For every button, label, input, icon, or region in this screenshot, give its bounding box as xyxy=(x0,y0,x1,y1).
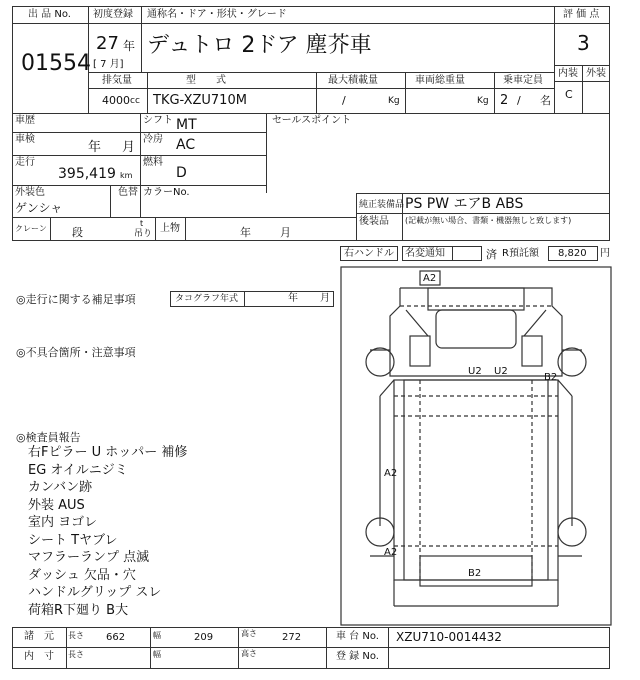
type-label: 型 式 xyxy=(186,75,226,86)
mark-b2-bottom: B2 xyxy=(468,568,482,579)
registration-year: 27 xyxy=(96,33,119,54)
inspection-label: 車検 xyxy=(15,134,35,145)
inspector-report-line: 室内 ヨゴレ xyxy=(28,515,98,530)
inspector-report-line: 外装 AUS xyxy=(28,497,85,513)
height-label: 高さ xyxy=(241,629,257,638)
capacity-label: 乗車定員 xyxy=(503,75,543,86)
loading-label: 上物 xyxy=(160,223,180,234)
lot-label: 出 品 No. xyxy=(28,9,71,20)
type-value: TKG-XZU710M xyxy=(153,93,247,108)
year-unit: 年 xyxy=(123,39,136,53)
color-change-label: 色替 xyxy=(118,187,138,198)
loading-year-unit: 年 xyxy=(240,226,251,239)
shift-value: MT xyxy=(176,117,197,133)
mark-b2-right: B2 xyxy=(544,372,558,383)
inspector-report-line: カンバン跡 xyxy=(28,480,93,495)
fuel-value: D xyxy=(176,165,187,181)
steering-value: 右ハンドル xyxy=(344,248,394,259)
tacho-year-unit: 年 xyxy=(288,293,298,304)
score-label: 評 価 点 xyxy=(563,9,600,20)
inspection-year-unit: 年 xyxy=(88,140,102,155)
inspector-report-line: 荷箱R下廻り B大 xyxy=(28,602,129,618)
mark-a2-bottom: A2 xyxy=(384,547,398,558)
exterior-color-value: ゲンシャ xyxy=(15,201,63,215)
model-name: デュトロ 2ドア 塵芥車 xyxy=(147,33,372,58)
recycle-amount: 8,820 xyxy=(558,248,587,259)
inspector-report-line: ダッシュ 欠品・穴 xyxy=(28,567,136,583)
tacho-month-unit: 月 xyxy=(320,293,330,304)
fuel-label: 燃料 xyxy=(143,157,163,168)
exterior-color-label: 外装色 xyxy=(15,187,45,198)
dims-label: 諸 元 xyxy=(24,631,54,642)
footer-frame xyxy=(12,627,610,669)
equipment-label: 純正装備品 xyxy=(359,200,405,210)
interior-label: 内装 xyxy=(558,68,578,79)
chassis-value: XZU710-0014432 xyxy=(396,630,502,644)
mark-a2-top: A2 xyxy=(423,273,437,284)
driving-notes-title: ◎走行に関する補足事項 xyxy=(16,293,136,306)
displacement-unit: cc xyxy=(130,96,140,106)
lot-number: 01554 xyxy=(21,51,91,76)
first-registration-label: 初度登録 xyxy=(93,9,133,20)
capacity-value: 2 xyxy=(500,93,509,108)
interior-score: C xyxy=(565,88,573,101)
crane-tonnage: t xyxy=(140,219,144,228)
capacity-sep: / xyxy=(517,94,521,107)
displacement-value: 4000 xyxy=(102,94,130,107)
exterior-label: 外装 xyxy=(586,68,606,79)
recycle-label: R預託額 xyxy=(502,248,539,259)
inspector-report-line: ハンドルグリップ スレ xyxy=(28,585,162,600)
aircon-label: 冷房 xyxy=(143,134,163,145)
height-value: 272 xyxy=(282,632,302,643)
gross-weight-unit: Kg xyxy=(477,96,489,106)
recycle-mark: 済 xyxy=(486,248,497,261)
model-label: 通称名・ドア・形状・グレード xyxy=(147,9,287,20)
mileage-value: 395,419 xyxy=(58,166,116,182)
mileage-unit: km xyxy=(120,171,133,180)
recycle-unit: 円 xyxy=(600,248,610,259)
equipment-value: PS PW エアB ABS xyxy=(405,196,524,212)
aftermarket-label: 後装品 xyxy=(359,216,389,227)
length-label: 長さ xyxy=(68,631,84,640)
vehicle-diagram xyxy=(340,266,612,626)
crane-stage: 段 xyxy=(72,226,83,239)
inspector-title: ◎検査員報告 xyxy=(16,431,81,444)
shift-label: シフト xyxy=(143,115,173,126)
reg-no-label: 登 録 No. xyxy=(336,651,379,662)
width-value: 209 xyxy=(194,632,214,643)
crane-label: クレーン xyxy=(15,224,47,233)
inspector-report-line: EG オイルニジミ xyxy=(28,462,128,478)
inspector-report-line: マフラーランプ 点滅 xyxy=(28,550,150,565)
mark-a2-mid: A2 xyxy=(384,468,398,479)
crane-lift: 吊り xyxy=(134,229,153,239)
inner-dims-label: 内 寸 xyxy=(24,651,54,662)
overall-score: 3 xyxy=(577,31,590,55)
registration-month: [ 7 月] xyxy=(93,59,124,70)
gross-weight-label: 車両総重量 xyxy=(415,75,465,86)
inner-length-label: 長さ xyxy=(68,650,84,659)
inner-width-label: 幅 xyxy=(153,650,161,659)
width-label: 幅 xyxy=(153,631,161,640)
inspection-month-unit: 月 xyxy=(122,140,136,155)
mark-u2-right: U2 xyxy=(494,366,508,377)
max-load-label: 最大積載量 xyxy=(328,75,378,86)
name-change-label: 名変通知 xyxy=(405,248,445,259)
chassis-label: 車 台 No. xyxy=(336,631,379,642)
length-value: 662 xyxy=(106,632,126,643)
max-load-unit: Kg xyxy=(388,96,400,106)
capacity-unit: 名 xyxy=(540,94,551,107)
selling-point-label: セールスポイント xyxy=(272,115,352,126)
aircon-value: AC xyxy=(176,137,196,153)
mileage-label: 走行 xyxy=(15,157,35,168)
color-code-label: カラーNo. xyxy=(143,187,190,198)
displacement-label: 排気量 xyxy=(102,75,132,86)
defects-title: ◎不具合箇所・注意事項 xyxy=(16,346,136,359)
max-load-sep: / xyxy=(342,94,346,107)
mark-u2-left: U2 xyxy=(468,366,482,377)
inspector-report-line: シート Tヤブレ xyxy=(28,532,118,548)
inspector-report-line: 右Fピラー U ホッパー 補修 xyxy=(28,445,188,460)
aftermarket-note: (記載が無い場合、書類・機器無しと致します) xyxy=(405,216,572,225)
history-label: 車歴 xyxy=(15,115,35,126)
inner-height-label: 高さ xyxy=(241,649,257,658)
tachograph-label: タコグラフ年式 xyxy=(175,294,239,304)
loading-month-unit: 月 xyxy=(280,226,291,239)
